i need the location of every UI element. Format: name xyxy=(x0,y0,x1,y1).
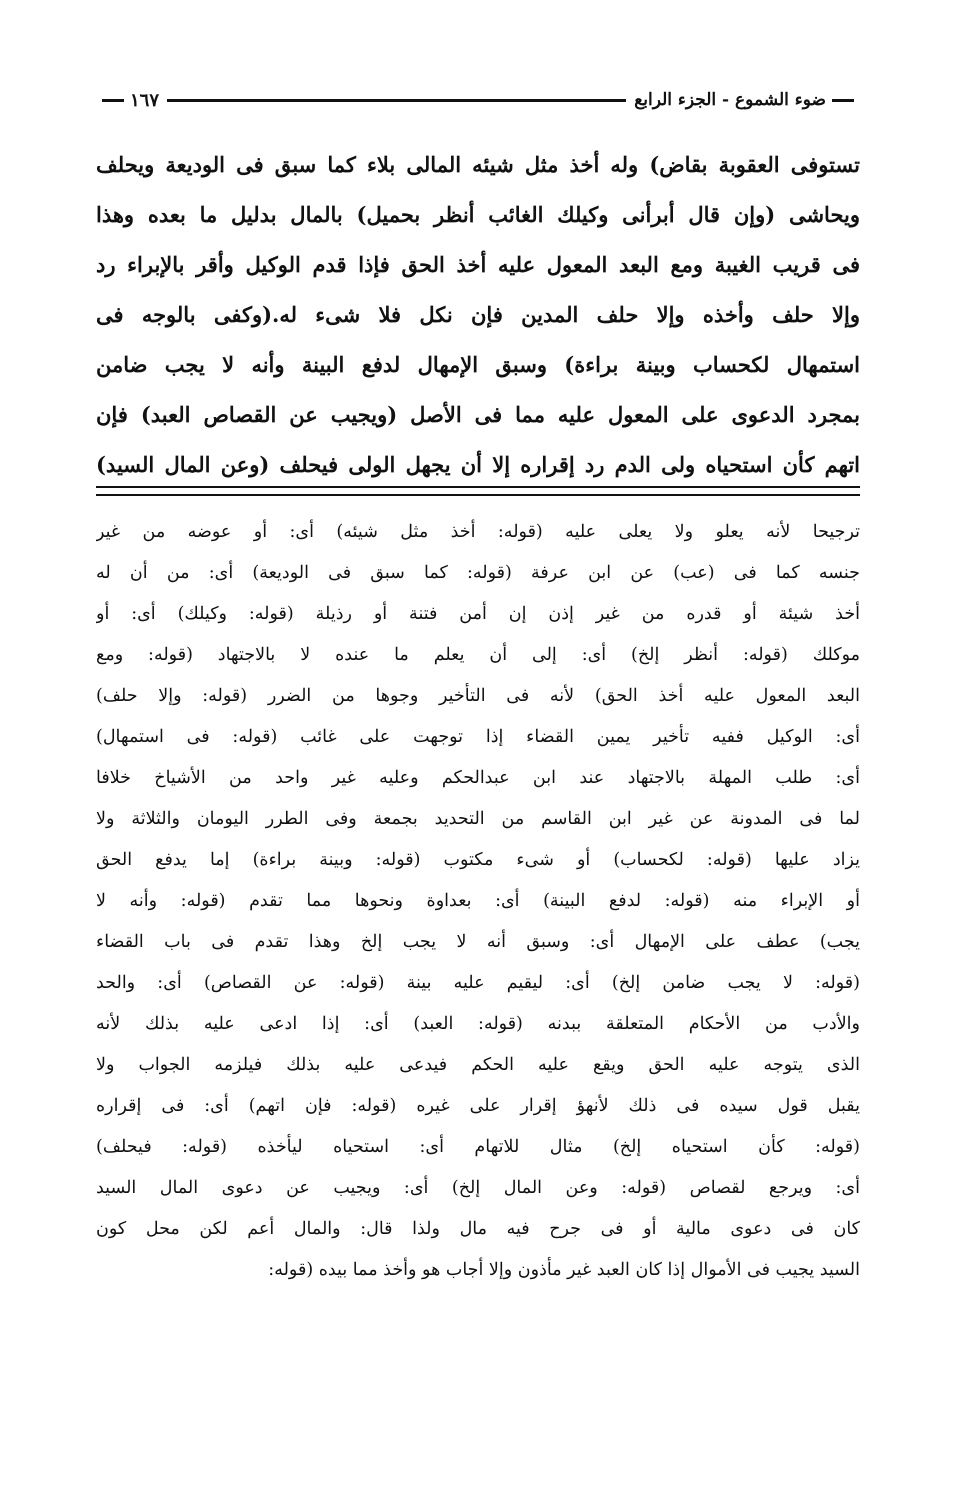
main-text-line: فى قريب الغيبة ومع البعد المعول عليه أخذ الحق فإذا قدم الوكيل وأقر بالإبراء رد xyxy=(96,252,860,277)
header-dash-left xyxy=(102,99,124,102)
commentary-line: يقبل قول سيده فى ذلك لأنهؤ إقرار على غيره (قوله: فإن اتهم) أى: فى إقراره xyxy=(96,1096,860,1116)
commentary-line: الذى يتوجه عليه الحق ويقع عليه الحكم فيدعى عليه بذلك فيلزمه الجواب ولا xyxy=(96,1055,860,1075)
main-text-line: تستوفى العقوبة بقاض) وله أخذ مثل شيئه المالى بلاء كما سبق فى الوديعة ويحلف xyxy=(96,152,860,177)
main-text-line: ويحاشى (وإن قال أبرأنى وكيلك الغائب أنظر بحميل) بالمال بدليل ما بعده وهذا xyxy=(96,202,860,227)
commentary-line: يجب) عطف على الإمهال أى: وسبق أنه لا يجب إلخ وهذا تقدم فى باب القضاء xyxy=(96,932,860,952)
main-text xyxy=(96,140,860,490)
commentary-line: أخذ شيئة أو قدره من غير إذن إن أمن فتنة أو رذيلة (قوله: وكيلك) أى: أو xyxy=(96,604,860,624)
commentary-line: جنسه كما فى (عب) عن ابن عرفة (قوله: كما سبق فى الوديعة) أى: من أن له xyxy=(96,563,860,583)
commentary-line: (قوله: لا يجب ضامن إلخ) أى: ليقيم عليه بينة (قوله: عن القصاص) أى: والحد xyxy=(96,973,860,993)
commentary-line: يزاد عليها (قوله: لكحساب) أو شىء مكتوب (قوله: وبينة براءة) إما يدفع الحق xyxy=(96,850,860,870)
header-rule xyxy=(167,99,626,102)
commentary-line: البعد المعول عليه أخذ الحق) لأنه فى التأخير وجوها من الضرر (قوله: وإلا حلف) xyxy=(96,686,860,706)
page-header xyxy=(96,82,860,118)
commentary-line: (قوله: كأن استحياه إلخ) مثال للاتهام أى: استحياه ليأخذه (قوله: فيحلف) xyxy=(96,1137,860,1157)
commentary-line: موكلك (قوله: أنظر إلخ) أى: إلى أن يعلم ما عنده لا بالاجتهاد (قوله: ومع xyxy=(96,645,860,665)
commentary-line: والأدب من الأحكام المتعلقة ببدنه (قوله: العبد) أى: إذا ادعى عليه بذلك لأنه xyxy=(96,1014,860,1034)
commentary-line: السيد يجيب فى الأموال إذا كان العبد غير مأذون وإلا أجاب هو وأخذ مما بيده (قوله: xyxy=(268,1260,860,1280)
main-text-line: اتهم كأن استحياه ولى الدم رد إقراره إلا أن يجهل الولى فيحلف (وعن المال السيد) xyxy=(96,452,860,477)
main-text-line: وإلا حلف وأخذه وإلا حلف المدين فإن نكل فلا شىء له.(وكفى بالوجه فى xyxy=(96,302,860,327)
commentary-line: أى: الوكيل ففيه تأخير يمين القضاء إذا توجهت على غائب (قوله: فى استمهال) xyxy=(96,727,860,747)
header-dash-right xyxy=(832,99,854,102)
page-number: ١٦٧ xyxy=(130,89,160,111)
main-text-line: استمهال لكحساب وبينة براءة) وسبق الإمهال لدفع البينة وأنه لا يجب ضامن xyxy=(96,352,860,377)
section-divider-top xyxy=(96,486,860,488)
commentary-line: ترجيحا لأنه يعلو ولا يعلى عليه (قوله: أخذ مثل شيئه) أى: أو عوضه من غير xyxy=(96,522,860,542)
main-text-line: بمجرد الدعوى على المعول عليه مما فى الأصل (ويجيب عن القصاص العبد) فإن xyxy=(96,402,860,427)
running-title: ضوء الشموع - الجزء الرابع xyxy=(634,90,826,110)
commentary-line: أى: طلب المهلة بالاجتهاد عند ابن عبدالحكم وعليه غير واحد من الأشياخ خلافا xyxy=(96,768,860,788)
commentary-line: كان فى دعوى مالية أو فى جرح فيه مال ولذا قال: والمال أعم لكن محل كون xyxy=(96,1219,860,1239)
commentary-line: أو الإبراء منه (قوله: لدفع البينة) أى: بعداوة ونحوها مما تقدم (قوله: وأنه لا xyxy=(96,891,860,911)
commentary-line: لما فى المدونة عن غير ابن القاسم من التحديد بجمعة وفى الطرر اليومان والثلاثة ولا xyxy=(96,809,860,829)
commentary-text xyxy=(96,512,860,1291)
section-divider-bottom xyxy=(96,494,860,496)
commentary-line: أى: ويرجع لقصاص (قوله: وعن المال إلخ) أى: ويجيب عن دعوى المال السيد xyxy=(96,1178,860,1198)
